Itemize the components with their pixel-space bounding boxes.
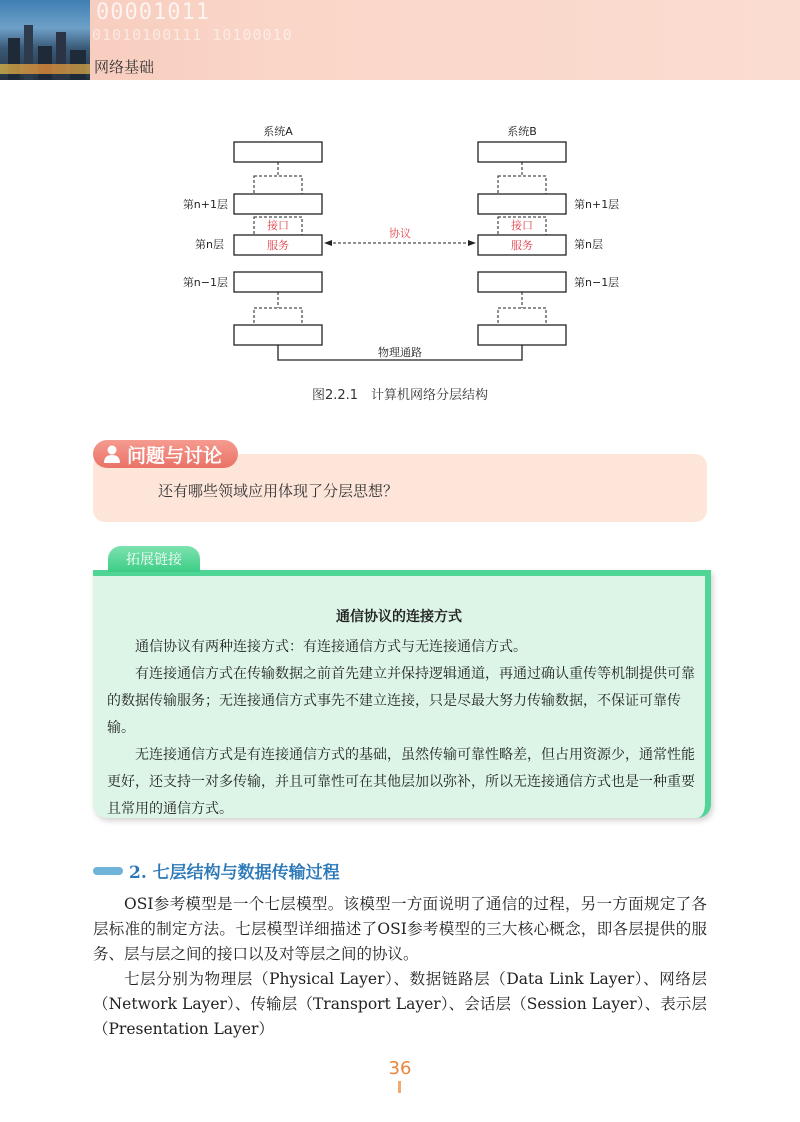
binary-decoration: 00001011 01010100111 10100010: [92, 0, 293, 44]
service-label-a: 服务: [267, 239, 289, 252]
protocol-label: 协议: [389, 227, 411, 240]
label-layer-n-right: 第n层: [574, 238, 603, 251]
extension-box: [93, 570, 711, 818]
system-a-lower-box: [234, 272, 322, 292]
label-layer-n-left: 第n层: [195, 238, 224, 251]
body-paragraph: 七层分别为物理层（Physical Layer）、数据链路层（Data Link Layer）、网络层（Network Layer）、传输层（Transport Layer）、会话层（Session Layer）、表示层（Presentation Layer）: [93, 970, 707, 1038]
label-layer-n-minus-1-right: 第n−1层: [574, 276, 620, 289]
system-b-upper-box: [478, 194, 566, 214]
section-title: 2. 七层结构与数据传输过程: [129, 863, 340, 883]
page-number-tick: [398, 1081, 401, 1093]
system-a-upper-box: [234, 194, 322, 214]
extension-title: 通信协议的连接方式: [336, 609, 462, 625]
discussion-label: [93, 440, 238, 468]
system-a-label: 系统A: [263, 125, 293, 138]
system-b-label: 系统B: [507, 125, 537, 138]
system-b-top-box: [478, 142, 566, 162]
service-label-b: 服务: [511, 239, 533, 252]
page-number: 36: [388, 1058, 412, 1079]
system-a-bottom-box: [234, 325, 322, 345]
extension-paragraph: 有连接通信方式在传输数据之前首先建立并保持逻辑通道，再通过确认重传等机制提供可靠的数据传输服务；无连接通信方式事先不建立连接，只是尽最大努力传输数据，不保证可靠传输。: [107, 666, 695, 736]
physical-link-label: 物理通路: [378, 346, 422, 359]
label-layer-n-plus-1-left: 第n+1层: [182, 198, 228, 211]
section-heading: [93, 858, 340, 883]
body-paragraph: OSI参考模型是一个七层模型。该模型一方面说明了通信的过程，另一方面规定了各层标准的制定方法。七层模型详细描述了OSI参考模型的三大核心概念，即各层提供的服务、层与层之间的接口以及对等层之间的协议。: [93, 895, 707, 963]
city-photo-image: [0, 0, 90, 80]
discussion-label-text: 问题与讨论: [127, 444, 223, 467]
chapter-title: 网络基础: [94, 58, 155, 76]
layered-structure-figure: [182, 122, 620, 378]
person-icon: [101, 443, 123, 465]
section-bar-decoration: [93, 867, 123, 875]
extension-tab: 拓展链接: [108, 546, 200, 572]
system-a-top-box: [234, 142, 322, 162]
extension-body: [107, 634, 699, 823]
extension-paragraph: 通信协议有两种连接方式：有连接通信方式与无连接通信方式。: [135, 639, 527, 655]
extension-paragraph: 无连接通信方式是有连接通信方式的基础，虽然传输可靠性略差，但占用资源少，通常性能更好，还支持一对多传输，并且可靠性可在其他层加以弥补，所以无连接通信方式也是一种重要且常用的通信方式。: [107, 747, 695, 817]
label-layer-n-plus-1-right: 第n+1层: [574, 198, 620, 211]
interface-label-a: 接口: [267, 219, 289, 232]
section-body: [93, 892, 707, 1042]
interface-label-b: 接口: [511, 219, 533, 232]
system-b-bottom-box: [478, 325, 566, 345]
discussion-question: 还有哪些领域应用体现了分层思想？: [158, 482, 399, 500]
figure-caption: 图2.2.1 计算机网络分层结构: [311, 388, 489, 403]
system-b-lower-box: [478, 272, 566, 292]
page-header: [0, 0, 800, 80]
label-layer-n-minus-1-left: 第n−1层: [182, 276, 228, 289]
